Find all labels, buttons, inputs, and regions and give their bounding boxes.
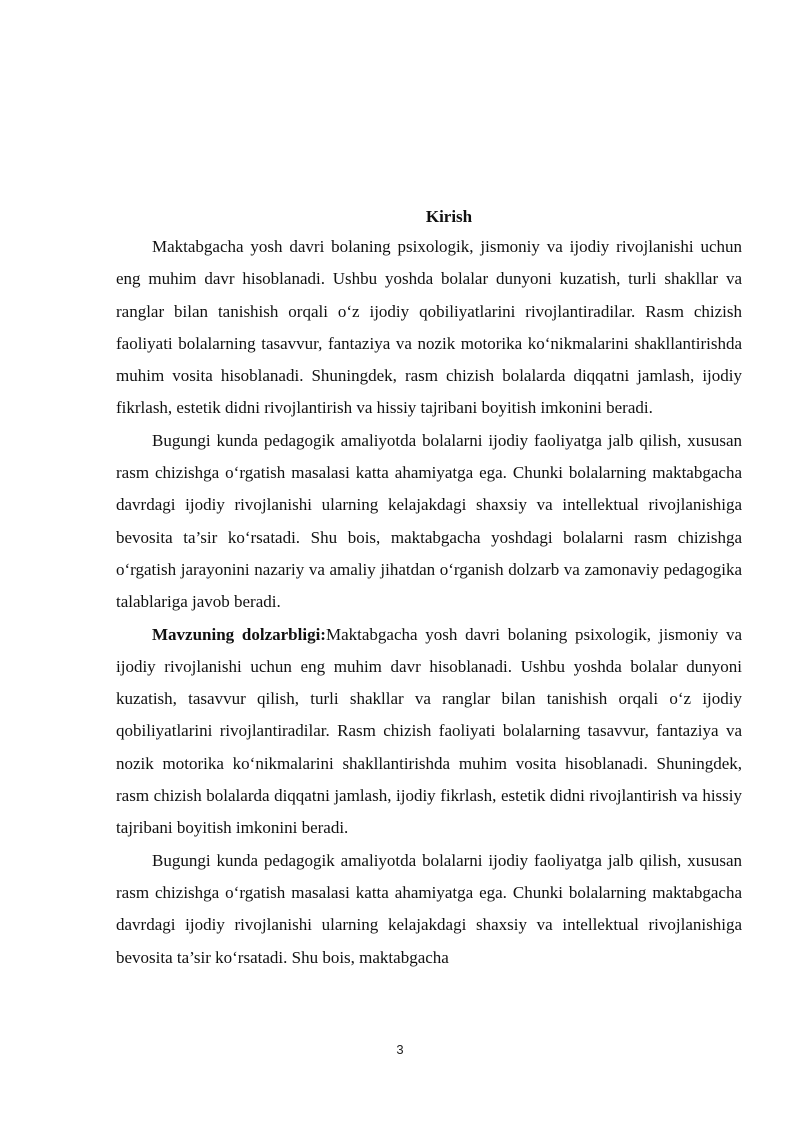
page-number: 3 xyxy=(396,1042,404,1057)
paragraph-text: Bugungi kunda pedagogik amaliyotda bolalarni ijodiy faoliyatga jalb qilish, xususan rasm chizishga o‘rgatish masalasi katta ahamiyatga ega. Chunki bolalarning maktabgacha davrdagi ijodiy rivojlanishi ularning kelajakdagi shaxsiy va intellektual rivojlanishiga bevosita ta’sir ko‘rsatadi. Shu bois, maktabgacha xyxy=(116,850,742,967)
paragraph-pedagogical-practice xyxy=(116,425,742,619)
paragraph-pedagogical-practice-repeat xyxy=(116,845,742,974)
paragraph-lead-heading: Mavzuning dolzarbligi: xyxy=(152,624,326,644)
paragraph-intro xyxy=(116,231,742,425)
section-title: Kirish xyxy=(425,207,473,226)
paragraph-text: Maktabgacha yosh davri bolaning psixologik, jismoniy va ijodiy rivojlanishi uchun eng muhim davr hisoblanadi. Ushbu yoshda bolalar dunyoni kuzatish, tasavvur qilish, turli shakllar va ranglar bilan tanishish orqali o‘z ijodiy qobiliyatlarini rivojlantiradilar. Rasm chizish faoliyati bolalarning tasavvur, fantaziya va nozik motorika ko‘nikmalarini shakllantirishda muhim vosita hisoblanadi. Shuningdek, rasm chizish bolalarda diqqatni jamlash, ijodiy fikrlash, estetik didni rivojlantirish va hissiy tajribani boyitish imkonini beradi. xyxy=(116,624,742,838)
page-body xyxy=(116,203,742,974)
paragraph-text: Maktabgacha yosh davri bolaning psixologik, jismoniy va ijodiy rivojlanishi uchun eng muhim davr hisoblanadi. Ushbu yoshda bolalar dunyoni kuzatish, turli shakllar va ranglar bilan tanishish orqali o‘z ijodiy qobiliyatlarini rivojlantiradilar. Rasm chizish faoliyati bolalarning tasavvur, fantaziya va nozik motorika ko‘nikmalarini shakllantirishda muhim vosita hisoblanadi. Shuningdek, rasm chizish bolalarda diqqatni jamlash, ijodiy fikrlash, estetik didni rivojlantirish va hissiy tajribani boyitish imkonini beradi. xyxy=(116,237,742,418)
paragraph-topic-relevance xyxy=(116,619,742,845)
paragraph-text: Bugungi kunda pedagogik amaliyotda bolalarni ijodiy faoliyatga jalb qilish, xususan rasm chizishga o‘rgatish masalasi katta ahamiyatga ega. Chunki bolalarning maktabgacha davrdagi ijodiy rivojlanishi ularning kelajakdagi shaxsiy va intellektual rivojlanishiga bevosita ta’sir ko‘rsatadi. Shu bois, maktabgacha yoshdagi bolalarni rasm chizishga o‘rgatish jarayonini nazariy va amaliy jihatdan o‘rganish dolzarb va zamonaviy pedagogika talablariga javob beradi. xyxy=(116,430,742,612)
